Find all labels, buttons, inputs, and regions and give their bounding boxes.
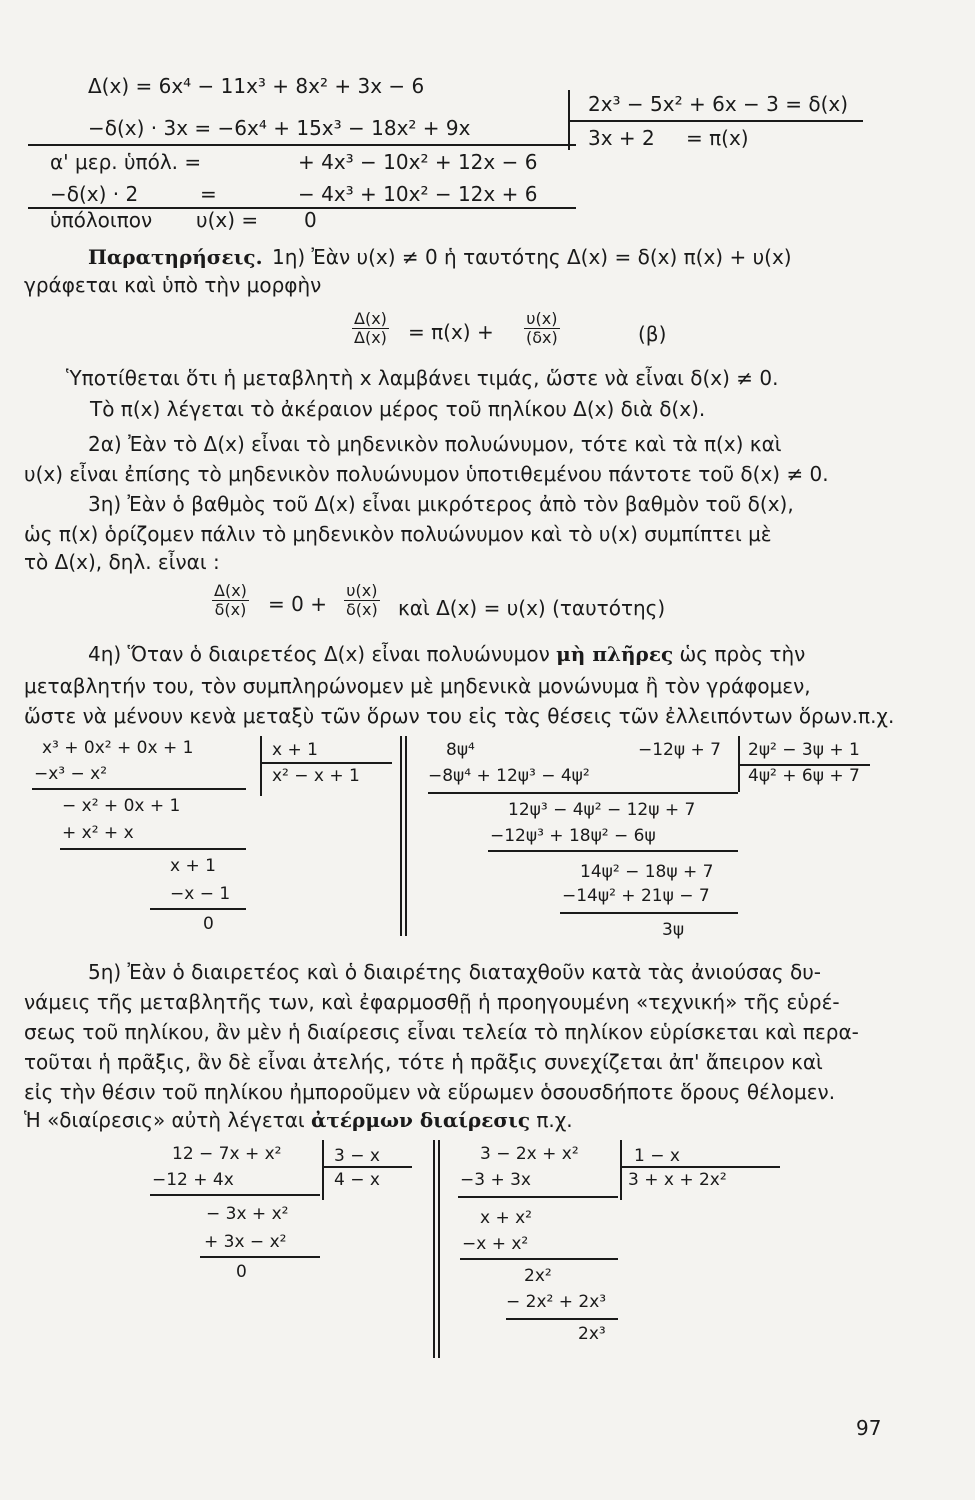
rule bbox=[28, 144, 576, 146]
rule bbox=[460, 1258, 618, 1260]
dividend: x³ + 0x² + 0x + 1 bbox=[42, 738, 194, 758]
divisor: 1 − x bbox=[634, 1146, 680, 1166]
subtract-label-2: −δ(x) · 2 bbox=[50, 182, 139, 206]
page-number: 97 bbox=[856, 1416, 882, 1440]
subtract-row: − 2x² + 2x³ bbox=[506, 1292, 607, 1312]
subtract-row: −12 + 4x bbox=[152, 1170, 234, 1190]
final-remainder: 0 bbox=[203, 914, 214, 934]
division-bar bbox=[322, 1140, 324, 1200]
final-remainder: 0 bbox=[236, 1262, 247, 1282]
subtract-row: −14ψ² + 21ψ − 7 bbox=[562, 886, 710, 906]
remainder-row: − 3x + x² bbox=[206, 1204, 289, 1224]
remark-1-line-2: γράφεται καὶ ὑπὸ τὴν μορφὴν bbox=[24, 273, 322, 297]
remark-4-bold: μὴ πλῆρες bbox=[556, 642, 674, 666]
final-remainder: 3ψ bbox=[662, 920, 685, 940]
divisor: 3 − x bbox=[334, 1146, 380, 1166]
remark-4-text-a: 4η) Ὅταν ὁ διαιρετέος Δ(x) εἶναι πολυώνυμον bbox=[88, 642, 550, 666]
numerator: υ(x) bbox=[524, 310, 560, 329]
quotient-symbol: = π(x) bbox=[686, 126, 749, 150]
rule bbox=[560, 912, 738, 914]
fraction-remainder-over-divisor-2 bbox=[344, 582, 380, 619]
remark-5-line-2: νάμεις τῆς μεταβλητῆς των, καὶ ἐφαρμοσθῇ ἡ προηγουμένη «τεχνική» τῆς εὑρέ- bbox=[24, 990, 840, 1014]
remark-2-line-2: υ(x) εἶναι ἐπίσης τὸ μηδενικὸν πολυώνυμον ὑποτιθεμένου πάντοτε τοῦ δ(x) ≠ 0. bbox=[24, 462, 829, 486]
rule bbox=[60, 848, 246, 850]
remark-5-line-5: εἰς τὴν θέσιν τοῦ πηλίκου ἠμποροῦμεν νὰ εὕρωμεν ὁσουσδήποτε ὅρους θέλομεν. bbox=[24, 1080, 836, 1104]
remark-5-bold: ἀτέρμων διαίρεσις bbox=[311, 1108, 530, 1132]
denominator: δ(x) bbox=[214, 600, 247, 619]
remarks-heading: Παρατηρήσεις. bbox=[88, 245, 263, 269]
quotient-line: 3x + 2 bbox=[588, 126, 655, 150]
rule bbox=[428, 792, 738, 794]
formula-label: (β) bbox=[638, 322, 667, 346]
rule bbox=[150, 1194, 320, 1196]
subtract-row: −x − 1 bbox=[170, 884, 231, 904]
denominator: δ(x) bbox=[346, 600, 378, 619]
subtract-row: −8ψ⁴ + 12ψ³ − 4ψ² bbox=[428, 766, 590, 786]
remark-3-line-3: τὸ Δ(x), δηλ. εἶναι : bbox=[24, 550, 220, 574]
partial-remainder-label: α' μερ. ὑπόλ. = bbox=[50, 150, 202, 174]
subtract-row: −12ψ³ + 18ψ² − 6ψ bbox=[490, 826, 656, 846]
rule bbox=[322, 1166, 412, 1168]
fraction-remainder-over-divisor bbox=[524, 310, 560, 347]
remainder-row: − x² + 0x + 1 bbox=[62, 796, 181, 816]
remark-5-text-a: Ἡ «διαίρεσις» αὐτὴ λέγεται bbox=[24, 1108, 305, 1132]
final-remainder: 2x³ bbox=[578, 1324, 606, 1344]
remark-2-line-1: 2α) Ἐὰν τὸ Δ(x) εἶναι τὸ μηδενικὸν πολυώνυμον, τότε καὶ τὰ π(x) καὶ bbox=[88, 432, 782, 456]
column-separator bbox=[400, 736, 402, 936]
quotient: 3 + x + 2x² bbox=[628, 1170, 727, 1190]
remark-4-line-1 bbox=[88, 642, 805, 666]
remainder-value: 0 bbox=[304, 208, 317, 232]
numerator: Δ(x) bbox=[214, 581, 247, 600]
remark-5-line-1: 5η) Ἐὰν ὁ διαιρετέος καὶ ὁ διαιρέτης διαταχθοῦν κατὰ τὰς ἀνιούσας δυ- bbox=[88, 960, 822, 984]
remark-5-line-4: τοῦται ἡ πρᾶξις, ἂν δὲ εἶναι ἀτελής, τότε ἡ πρᾶξις συνεχίζεται ἀπ' ἄπειρον καὶ bbox=[24, 1050, 823, 1074]
divisor-line: 2x³ − 5x² + 6x − 3 = δ(x) bbox=[588, 92, 849, 116]
remark-4-text-b: ὡς πρὸς τὴν bbox=[679, 642, 806, 666]
partial-remainder-value: + 4x³ − 10x² + 12x − 6 bbox=[298, 150, 538, 174]
remark-5-line-3: σεως τοῦ πηλίκου, ἂν μὲν ἡ διαίρεσις εἶναι τελεία τὸ πηλίκον εὑρίσκεται καὶ περα- bbox=[24, 1020, 859, 1044]
remark-4-line-3: ὥστε νὰ μένουν κενὰ μεταξὺ τῶν ὅρων του εἰς τὰς θέσεις τῶν ἐλλειπόντων ὅρων.π.χ. bbox=[24, 704, 895, 728]
divisor: 2ψ² − 3ψ + 1 bbox=[748, 740, 860, 760]
remark-1-line-3: Ὑποτίθεται ὅτι ἡ μεταβλητὴ x λαμβάνει τιμάς, ὥστε νὰ εἶναι δ(x) ≠ 0. bbox=[66, 366, 779, 390]
fraction-delta-over-delta-small bbox=[212, 582, 249, 619]
formula-tail: καὶ Δ(x) = υ(x) (ταυτότης) bbox=[398, 596, 666, 620]
remark-3-line-2: ὡς π(x) ὁρίζομεν πάλιν τὸ μηδενικὸν πολυώνυμον καὶ τὸ υ(x) συμπίπτει μὲ bbox=[24, 522, 772, 546]
fraction-delta-over-delta bbox=[352, 310, 389, 347]
numerator: υ(x) bbox=[344, 582, 380, 601]
denominator: Δ(x) bbox=[354, 328, 387, 347]
division-bar bbox=[620, 1140, 622, 1200]
rule bbox=[458, 1196, 618, 1198]
subtract-line-1: −δ(x) · 3x = −6x⁴ + 15x³ − 18x² + 9x bbox=[88, 116, 471, 140]
column-separator bbox=[433, 1140, 435, 1358]
dividend-lead: 8ψ⁴ bbox=[446, 740, 475, 760]
dividend: 12 − 7x + x² bbox=[172, 1144, 282, 1164]
subtract-row: + x² + x bbox=[62, 823, 134, 843]
quotient: 4ψ² + 6ψ + 7 bbox=[748, 766, 860, 786]
dividend: 3 − 2x + x² bbox=[480, 1144, 579, 1164]
column-separator bbox=[405, 736, 407, 936]
formula-middle: = π(x) + bbox=[408, 320, 494, 344]
subtract-row: + 3x − x² bbox=[204, 1232, 287, 1252]
remainder-row: x + x² bbox=[480, 1208, 532, 1228]
subtract-line-2: − 4x³ + 10x² − 12x + 6 bbox=[298, 182, 538, 206]
dividend-line: Δ(x) = 6x⁴ − 11x³ + 8x² + 3x − 6 bbox=[88, 74, 425, 98]
subtract-row: −x³ − x² bbox=[34, 764, 108, 784]
remainder-row: x + 1 bbox=[170, 856, 216, 876]
rule bbox=[620, 1166, 780, 1168]
rule bbox=[200, 1256, 320, 1258]
column-separator bbox=[438, 1140, 440, 1358]
rule bbox=[568, 120, 863, 122]
remainder-label: ὑπόλοιπον bbox=[50, 208, 153, 232]
quotient: x² − x + 1 bbox=[272, 766, 360, 786]
remark-1-line-1: 1η) Ἐὰν υ(x) ≠ 0 ἡ ταυτότης Δ(x) = δ(x) π(x) + υ(x) bbox=[272, 245, 792, 269]
remainder-symbol: υ(x) = bbox=[196, 208, 259, 232]
remark-1-line-4: Τὸ π(x) λέγεται τὸ ἀκέραιον μέρος τοῦ πηλίκου Δ(x) διὰ δ(x). bbox=[90, 397, 706, 421]
remark-3-line-1: 3η) Ἐὰν ὁ βαθμὸς τοῦ Δ(x) εἶναι μικρότερος ἀπὸ τὸν βαθμὸν τοῦ δ(x), bbox=[88, 492, 794, 516]
rule bbox=[260, 762, 392, 764]
quotient: 4 − x bbox=[334, 1170, 380, 1190]
numerator: Δ(x) bbox=[354, 309, 387, 328]
dividend-tail: −12ψ + 7 bbox=[638, 740, 721, 760]
subtract-row: −3 + 3x bbox=[460, 1170, 531, 1190]
formula-middle-2: = 0 + bbox=[268, 592, 327, 616]
remainder-row: 2x² bbox=[524, 1266, 552, 1286]
division-bar bbox=[260, 736, 262, 796]
subtract-row: −x + x² bbox=[462, 1234, 529, 1254]
remark-4-line-2: μεταβλητήν του, τὸν συμπληρώνομεν μὲ μηδενικὰ μονώνυμα ἢ τὸν γράφομεν, bbox=[24, 674, 811, 698]
remainder-row: 12ψ³ − 4ψ² − 12ψ + 7 bbox=[508, 800, 696, 820]
rule bbox=[506, 1318, 618, 1320]
remark-5-text-b: π.χ. bbox=[536, 1108, 573, 1132]
remainder-row: 14ψ² − 18ψ + 7 bbox=[580, 862, 714, 882]
rule bbox=[150, 908, 246, 910]
remark-5-line-6 bbox=[24, 1108, 573, 1132]
divisor: x + 1 bbox=[272, 740, 318, 760]
denominator: (δx) bbox=[526, 328, 558, 347]
equals-sign: = bbox=[200, 182, 217, 206]
rule bbox=[488, 850, 738, 852]
rule bbox=[32, 788, 246, 790]
